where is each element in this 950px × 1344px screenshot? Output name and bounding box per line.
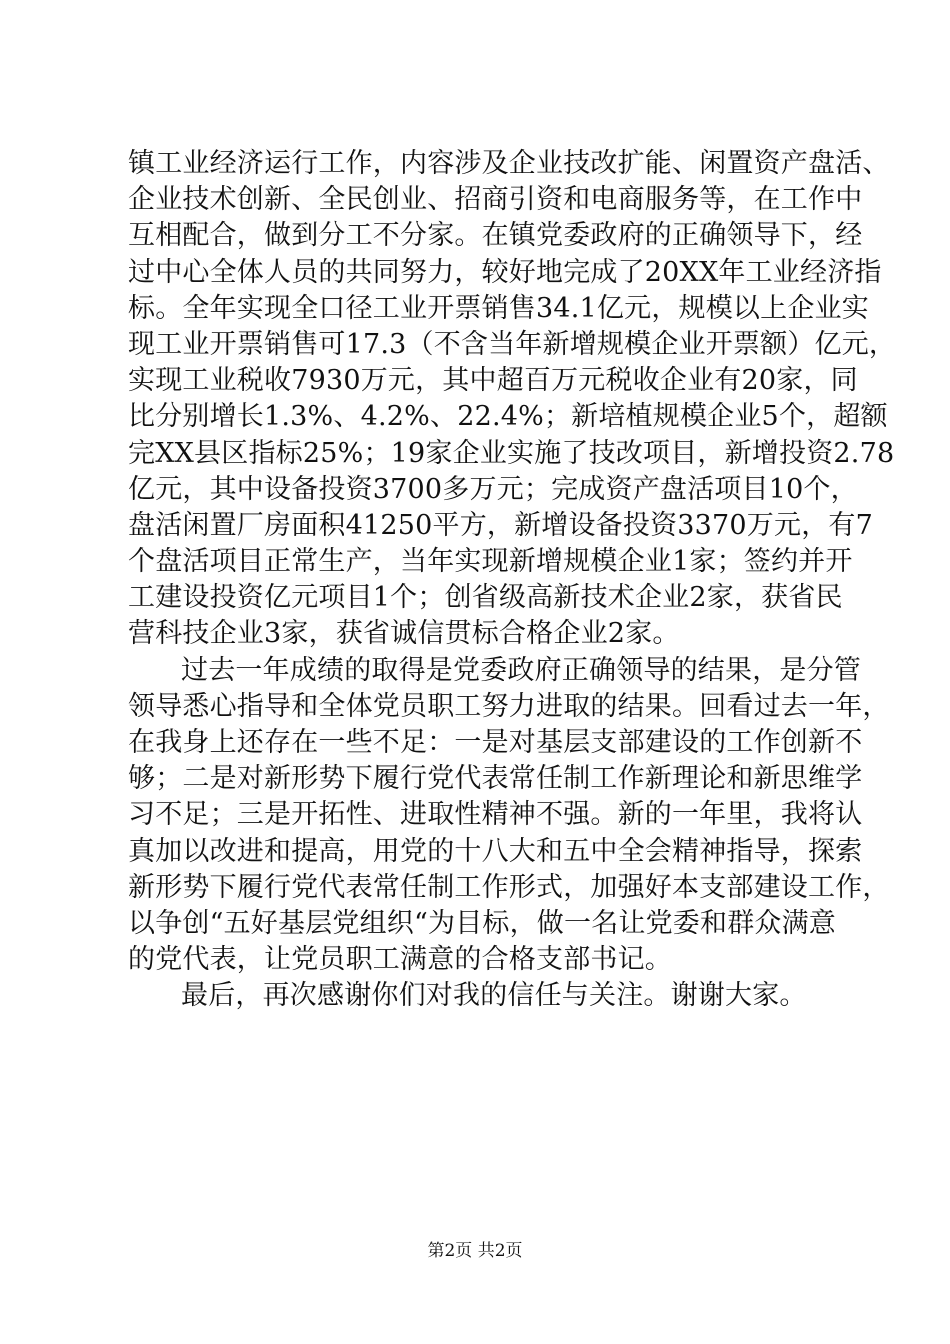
page-number: 第2页 共2页 xyxy=(427,1241,523,1261)
paragraph-line: 的党代表，让党员职工满意的合格支部书记。 xyxy=(128,944,672,976)
paragraph-line: 镇工业经济运行工作，内容涉及企业技改扩能、闲置资产盘活、 xyxy=(128,148,890,179)
paragraph-first-line: 最后，再次感谢你们对我的信任与关注。谢谢大家。 xyxy=(181,980,807,1012)
paragraph-line: 营科技企业3家，获省诚信贯标合格企业2家。 xyxy=(128,618,680,650)
paragraph-line: 以争创“五好基层党组织“为目标，做一名让党委和群众满意 xyxy=(128,907,837,939)
paragraph-line: 完XX县区指标25%；19家企业实施了技改项目，新增投资2.78 xyxy=(128,437,895,469)
paragraph-line: 现工业开票销售可17.3（不含当年新增规模企业开票额）亿元， xyxy=(128,328,897,360)
paragraph-line: 实现工业税收7930万元，其中超百万元税收企业有20家，同 xyxy=(128,365,858,397)
paragraph-line: 标。全年实现全口径工业开票销售34.1亿元，规模以上企业实 xyxy=(128,292,869,324)
paragraph-first-line: 过去一年成绩的取得是党委政府正确领导的结果，是分管 xyxy=(181,654,861,686)
paragraph-line: 在我身上还存在一些不足：一是对基层支部建设的工作创新不 xyxy=(128,727,863,758)
paragraph-line: 个盘活项目正常生产，当年实现新增规模企业1家；签约并开 xyxy=(128,546,853,578)
paragraph-line: 企业技术创新、全民创业、招商引资和电商服务等，在工作中 xyxy=(128,184,863,216)
paragraph-line: 亿元，其中设备投资3700多万元；完成资产盘活项目10个， xyxy=(128,473,858,505)
paragraph-line: 真加以改进和提高，用党的十八大和五中全会精神指导，探索 xyxy=(128,835,863,867)
paragraph-line: 够；二是对新形势下履行党代表常任制工作新理论和新思维学 xyxy=(128,763,863,795)
page-footer xyxy=(0,1240,950,1262)
paragraph-line: 习不足；三是开拓性、进取性精神不强。新的一年里，我将认 xyxy=(128,799,863,831)
paragraph-line: 工建设投资亿元项目1个；创省级高新技术企业2家，获省民 xyxy=(128,582,843,614)
paragraph-line: 过中心全体人员的共同努力，较好地完成了20XX年工业经济指 xyxy=(128,256,882,288)
paragraph-line: 新形势下履行党代表常任制工作形式，加强好本支部建设工作， xyxy=(128,871,890,903)
document-body xyxy=(128,146,897,1015)
paragraph-line: 比分别增长1.3%、4.2%、22.4%；新培植规模企业5个，超额 xyxy=(128,401,888,433)
paragraph-line: 盘活闲置厂房面积41250平方，新增设备投资3370万元，有7 xyxy=(128,509,873,541)
paragraph-line: 领导悉心指导和全体党员职工努力进取的结果。回看过去一年， xyxy=(128,690,890,722)
paragraph-line: 互相配合，做到分工不分家。在镇党委政府的正确领导下，经 xyxy=(128,220,863,252)
